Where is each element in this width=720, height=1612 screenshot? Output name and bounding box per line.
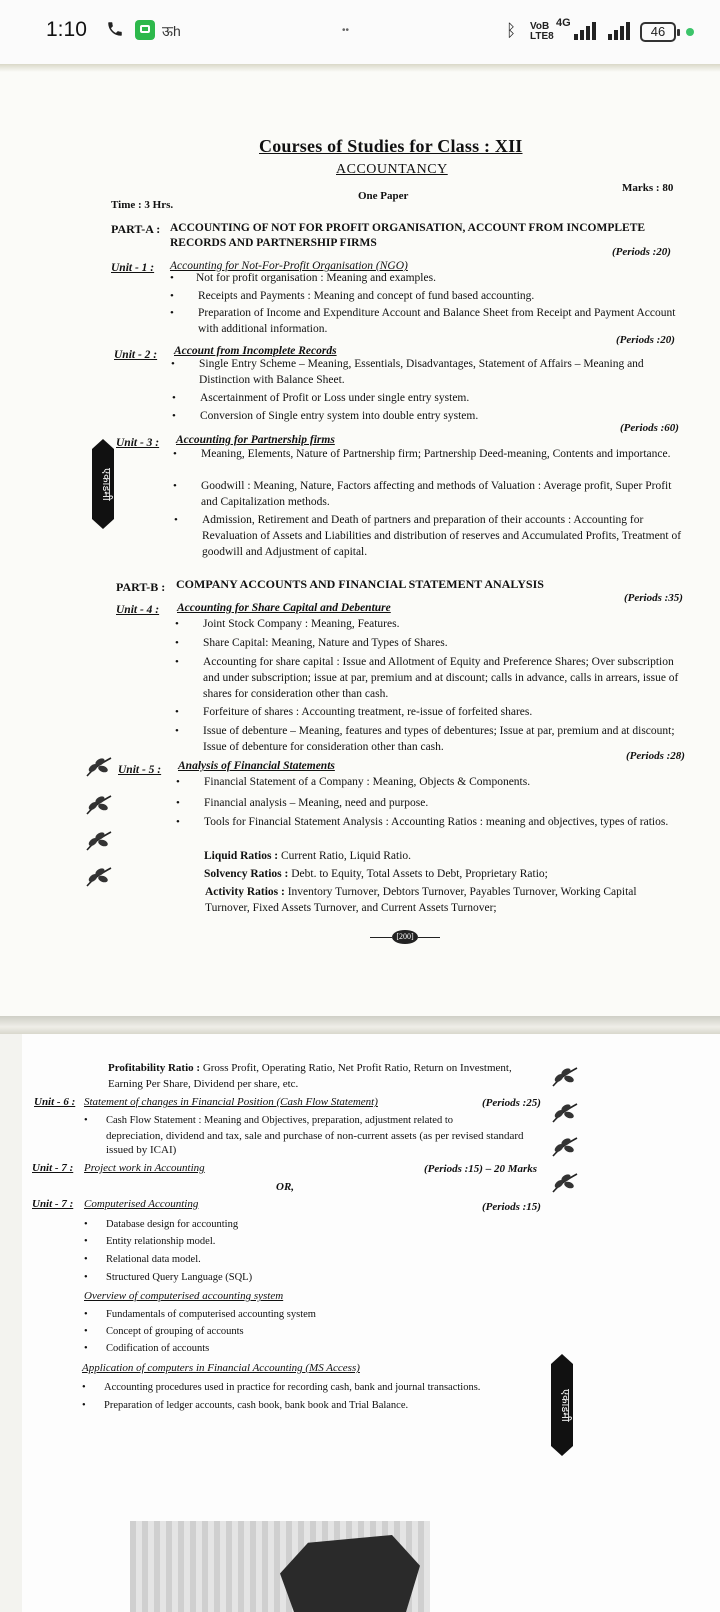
leaf-ornament-icon <box>550 1100 580 1126</box>
unit-4-bullet: • Joint Stock Company : Meaning, Features. <box>175 618 400 630</box>
bullet-text: Database design for accounting <box>106 1219 239 1230</box>
unit-3-bullet: • Goodwill : Meaning, Nature, Factors affecting and methods of Valuation : Average profit, Super Profit and Capitalization methods. <box>173 480 672 508</box>
unit-5-title: Analysis of Financial Statements <box>178 760 335 772</box>
page-title: Courses of Studies for Class : XII <box>259 136 523 156</box>
ratio-line <box>205 900 497 916</box>
unit-7-alt-title: Computerised Accounting <box>84 1198 199 1210</box>
chat-app-icon <box>135 20 155 40</box>
unit-1-bullet: • Not for profit organisation : Meaning and examples. <box>170 272 436 284</box>
ratio-line <box>204 866 548 882</box>
bullet-text: Codification of accounts <box>106 1343 210 1354</box>
exam-time: Time : 3 Hrs. <box>111 199 174 211</box>
part-a-heading-line2: RECORDS AND PARTNERSHIP FIRMS <box>170 237 377 249</box>
leaf-ornament-icon <box>84 792 114 818</box>
unit-4-label: Unit - 4 : <box>116 604 160 616</box>
unit-6-bullet-line-2: depreciation, dividend and tax, sale and purchase of non-current assets (as per revised standard <box>106 1130 524 1142</box>
bullet-text: Goodwill : Meaning, Nature, Factors affecting and methods of Valuation : Average profit, Super Profit and Capitalization methods. <box>201 480 672 508</box>
ratio-text: Debt. to Equity, Total Assets to Debt, Proprietary Ratio; <box>288 868 548 880</box>
unit-6-title: Statement of changes in Financial Position (Cash Flow Statement) <box>84 1096 378 1108</box>
bullet-text: Conversion of Single entry system into double entry system. <box>200 410 479 422</box>
overview-heading: Overview of computerised accounting system <box>84 1290 284 1302</box>
ratio-lead: Liquid Ratios : <box>204 850 279 862</box>
unit-7-title: Project work in Accounting <box>84 1162 205 1174</box>
document-page-1 <box>0 64 720 1016</box>
unit-6-label: Unit - 6 : <box>34 1096 76 1108</box>
application-heading: Application of computers in Financial Accounting (MS Access) <box>82 1362 360 1374</box>
ribbon-label-2: एकाडमी <box>551 1364 573 1446</box>
subject-title: ACCOUNTANCY <box>336 162 448 177</box>
overview-bullet: • Fundamentals of computerised accounting system <box>84 1309 316 1320</box>
unit-1-bullet: • Preparation of Income and Expenditure Account and Balance Sheet from Receipt and Payment Account with additional information. <box>170 307 676 335</box>
unit-2-bullet: • Ascertainment of Profit or Loss under single entry system. <box>172 392 470 404</box>
computerised-bullet: • Database design for accounting <box>84 1219 239 1230</box>
profitability-lead: Profitability Ratio : <box>108 1062 201 1074</box>
bullet-text: Financial analysis – Meaning, need and purpose. <box>204 797 429 809</box>
bullet-text: Accounting procedures used in practice for recording cash, bank and journal transactions. <box>104 1382 481 1393</box>
bullet-text: Single Entry Scheme – Meaning, Essentials, Disadvantages, Statement of Affairs – Meaning and Distinction with Balance Sheet. <box>199 358 644 386</box>
ratio-line <box>204 848 411 864</box>
app-notification-icon: ऊh <box>162 23 181 39</box>
page-divider <box>0 1016 720 1034</box>
ratio-text: Current Ratio, Liquid Ratio. <box>278 850 412 862</box>
computerised-bullet: • Relational data model. <box>84 1254 201 1265</box>
unit-2-label: Unit - 2 : <box>114 349 158 361</box>
unit-1-bullet: • Receipts and Payments : Meaning and concept of fund based accounting. <box>170 290 535 302</box>
volte-indicator <box>530 22 554 42</box>
signal-icon-2 <box>608 22 644 40</box>
unit-7-alt-label: Unit - 7 : <box>32 1198 74 1210</box>
unit-2-periods: (Periods :20) <box>616 334 675 346</box>
bullet-text: Cash Flow Statement : Meaning and Objectives, preparation, adjustment related to <box>106 1115 453 1126</box>
printed-photo <box>130 1521 430 1612</box>
bullet-text: Concept of grouping of accounts <box>106 1326 244 1337</box>
computerised-bullet: • Structured Query Language (SQL) <box>84 1272 253 1283</box>
unit-6-bullet-line-3: issued by ICAI) <box>106 1144 177 1156</box>
ratio-lead: Activity Ratios : <box>205 886 285 898</box>
unit-4-bullet: • Issue of debenture – Meaning, features and types of debentures; Issue at par, premium and at discount; Issue of debenture for consideration other than cash. <box>175 725 675 753</box>
bullet-text: Issue of debenture – Meaning, features and types of debentures; Issue at par, premium and at discount; Issue of debenture for consideration other than cash. <box>203 725 675 753</box>
ratio-text: Inventory Turnover, Debtors Turnover, Payables Turnover, Working Capital <box>284 886 637 898</box>
part-a-heading-line1: ACCOUNTING OF NOT FOR PROFIT ORGANISATION, ACCOUNT FROM INCOMPLETE <box>170 222 646 234</box>
bullet-text: Financial Statement of a Company : Meaning, Objects & Components. <box>204 776 531 788</box>
unit-2-bullet: • Single Entry Scheme – Meaning, Essentials, Disadvantages, Statement of Affairs – Meaning and Distinction with Balance Sheet. <box>171 358 644 386</box>
unit-1-label: Unit - 1 : <box>111 262 155 274</box>
unit-4-bullet: • Forfeiture of shares : Accounting treatment, re-issue of forfeited shares. <box>175 706 533 718</box>
profitability-text: Gross Profit, Operating Ratio, Net Profit Ratio, Return on Investment, <box>200 1062 512 1074</box>
bluetooth-icon: ᛒ <box>506 21 517 40</box>
unit-5-bullet: • Tools for Financial Statement Analysis : Accounting Ratios : meaning and objectives, types of ratios. <box>176 816 669 828</box>
unit-5-label: Unit - 5 : <box>118 764 162 776</box>
bullet-text: Joint Stock Company : Meaning, Features. <box>203 618 400 630</box>
bullet-text: Share Capital: Meaning, Nature and Types of Shares. <box>203 637 448 649</box>
ratio-text: Turnover, Fixed Assets Turnover, and Current Assets Turnover; <box>205 902 497 914</box>
leaf-ornament-icon <box>84 754 114 780</box>
leaf-ornament-icon <box>84 864 114 890</box>
paper-count: One Paper <box>358 190 409 202</box>
document-page-2 <box>22 1034 720 1612</box>
clock: 1:10 <box>46 18 87 41</box>
unit-5-bullet: • Financial analysis – Meaning, need and purpose. <box>176 797 429 809</box>
unit-5-bullet: • Financial Statement of a Company : Meaning, Objects & Components. <box>176 776 531 788</box>
bullet-text: Relational data model. <box>106 1254 201 1265</box>
or-label: OR, <box>276 1181 295 1193</box>
profitability-line-2: Earning Per Share, Dividend per share, etc. <box>108 1078 299 1090</box>
unit-3-bullet: • Admission, Retirement and Death of partners and preparation of their accounts : Accounting for Revaluation of Assets and Liabilities and distribution of reserves and Accumulated Profits, Treatment of goodwill and Adjustment of capital. <box>174 514 682 558</box>
unit-7-periods: (Periods :15) – 20 Marks <box>424 1163 538 1175</box>
bullet-text: Entity relationship model. <box>106 1236 216 1247</box>
unit-4-bullet: • Accounting for share capital : Issue and Allotment of Equity and Preference Shares; Over subscription and under subscription; issue at par, premium and at discount; calls in advance, calls in arrears, issue of shares for consideration other than cash. <box>175 656 679 700</box>
bullet-text: Preparation of ledger accounts, cash book, bank book and Trial Balance. <box>104 1400 409 1411</box>
application-bullet: • Preparation of ledger accounts, cash book, bank book and Trial Balance. <box>82 1400 409 1411</box>
leaf-ornament-icon <box>550 1134 580 1160</box>
bullet-text: Admission, Retirement and Death of partners and preparation of their accounts : Accounting for Revaluation of Assets and Liabilities and distribution of reserves and Accumulated Profits, Treatment of goodwill and Adjustment of capital. <box>202 514 682 558</box>
unit-2-title: Account from Incomplete Records <box>174 345 337 357</box>
bullet-text: Ascertainment of Profit or Loss under single entry system. <box>200 392 470 404</box>
battery-icon: 46 <box>640 22 676 42</box>
leaf-ornament-icon <box>550 1170 580 1196</box>
notification-dots: •• <box>342 25 350 36</box>
bullet-text: Meaning, Elements, Nature of Partnership firm; Partnership Deed-meaning, Contents and importance. <box>201 448 671 460</box>
page-number-badge: [200] <box>392 930 418 944</box>
unit-5-periods: (Periods :28) <box>626 750 685 762</box>
privacy-indicator-dot <box>686 28 694 36</box>
unit-4-title: Accounting for Share Capital and Debenture <box>177 602 391 614</box>
unit-3-periods: (Periods :60) <box>620 422 679 434</box>
bullet-text: Accounting for share capital : Issue and Allotment of Equity and Preference Shares; Over subscription and under subscription; issue at par, premium and at discount; calls in advance, calls in arrears, issue of shares for consideration other than cash. <box>203 656 679 700</box>
unit-1-title: Accounting for Not-For-Profit Organisation (NGO) <box>170 260 408 272</box>
ratio-line <box>205 884 637 900</box>
unit-6-periods: (Periods :25) <box>482 1097 541 1109</box>
ribbon-label: एकाडमी <box>92 449 114 519</box>
bullet-text: Structured Query Language (SQL) <box>106 1272 253 1283</box>
unit-7-label: Unit - 7 : <box>32 1162 74 1174</box>
part-a-label: PART-A : <box>111 222 161 236</box>
unit-6-bullet: • Cash Flow Statement : Meaning and Objectives, preparation, adjustment related to <box>84 1115 453 1126</box>
volte-bottom: LTE8 <box>530 31 554 42</box>
computerised-bullet: • Entity relationship model. <box>84 1236 216 1247</box>
total-marks: Marks : 80 <box>622 182 674 194</box>
profitability-line <box>108 1061 512 1075</box>
overview-bullet: • Codification of accounts <box>84 1343 210 1354</box>
status-bar <box>0 0 720 64</box>
unit-3-label: Unit - 3 : <box>116 437 160 449</box>
leaf-ornament-icon <box>550 1064 580 1090</box>
photo-figure <box>280 1535 420 1612</box>
volte-top: VoB <box>530 21 550 32</box>
application-bullet: • Accounting procedures used in practice for recording cash, bank and journal transactions. <box>82 1382 481 1393</box>
phone-call-icon <box>106 20 124 38</box>
bullet-text: Forfeiture of shares : Accounting treatment, re-issue of forfeited shares. <box>203 706 533 718</box>
signal-icon <box>574 22 610 40</box>
unit-2-bullet: • Conversion of Single entry system into double entry system. <box>172 410 479 422</box>
overview-bullet: • Concept of grouping of accounts <box>84 1326 244 1337</box>
bullet-text: Receipts and Payments : Meaning and concept of fund based accounting. <box>198 290 535 302</box>
part-b-label: PART-B : <box>116 580 166 594</box>
page-edge <box>0 64 720 72</box>
unit-3-bullet: • Meaning, Elements, Nature of Partnership firm; Partnership Deed-meaning, Contents and importance. <box>173 448 671 460</box>
unit-4-periods: (Periods :35) <box>624 592 683 604</box>
network-type: 4G <box>556 17 571 29</box>
page-number <box>370 930 440 944</box>
bullet-text: Fundamentals of computerised accounting system <box>106 1309 316 1320</box>
unit-3-title: Accounting for Partnership firms <box>176 434 335 446</box>
part-b-heading: COMPANY ACCOUNTS AND FINANCIAL STATEMENT ANALYSIS <box>176 577 544 591</box>
bullet-text: Not for profit organisation : Meaning and examples. <box>196 272 436 284</box>
unit-7-alt-periods: (Periods :15) <box>482 1201 541 1213</box>
unit-4-bullet: • Share Capital: Meaning, Nature and Types of Shares. <box>175 637 448 649</box>
ratio-lead: Solvency Ratios : <box>204 868 289 880</box>
unit-1-periods: (Periods :20) <box>612 246 671 258</box>
bullet-text: Tools for Financial Statement Analysis : Accounting Ratios : meaning and objectives, types of ratios. <box>204 816 669 828</box>
bullet-text: Preparation of Income and Expenditure Account and Balance Sheet from Receipt and Payment Account with additional information. <box>198 307 676 335</box>
leaf-ornament-icon <box>84 828 114 854</box>
